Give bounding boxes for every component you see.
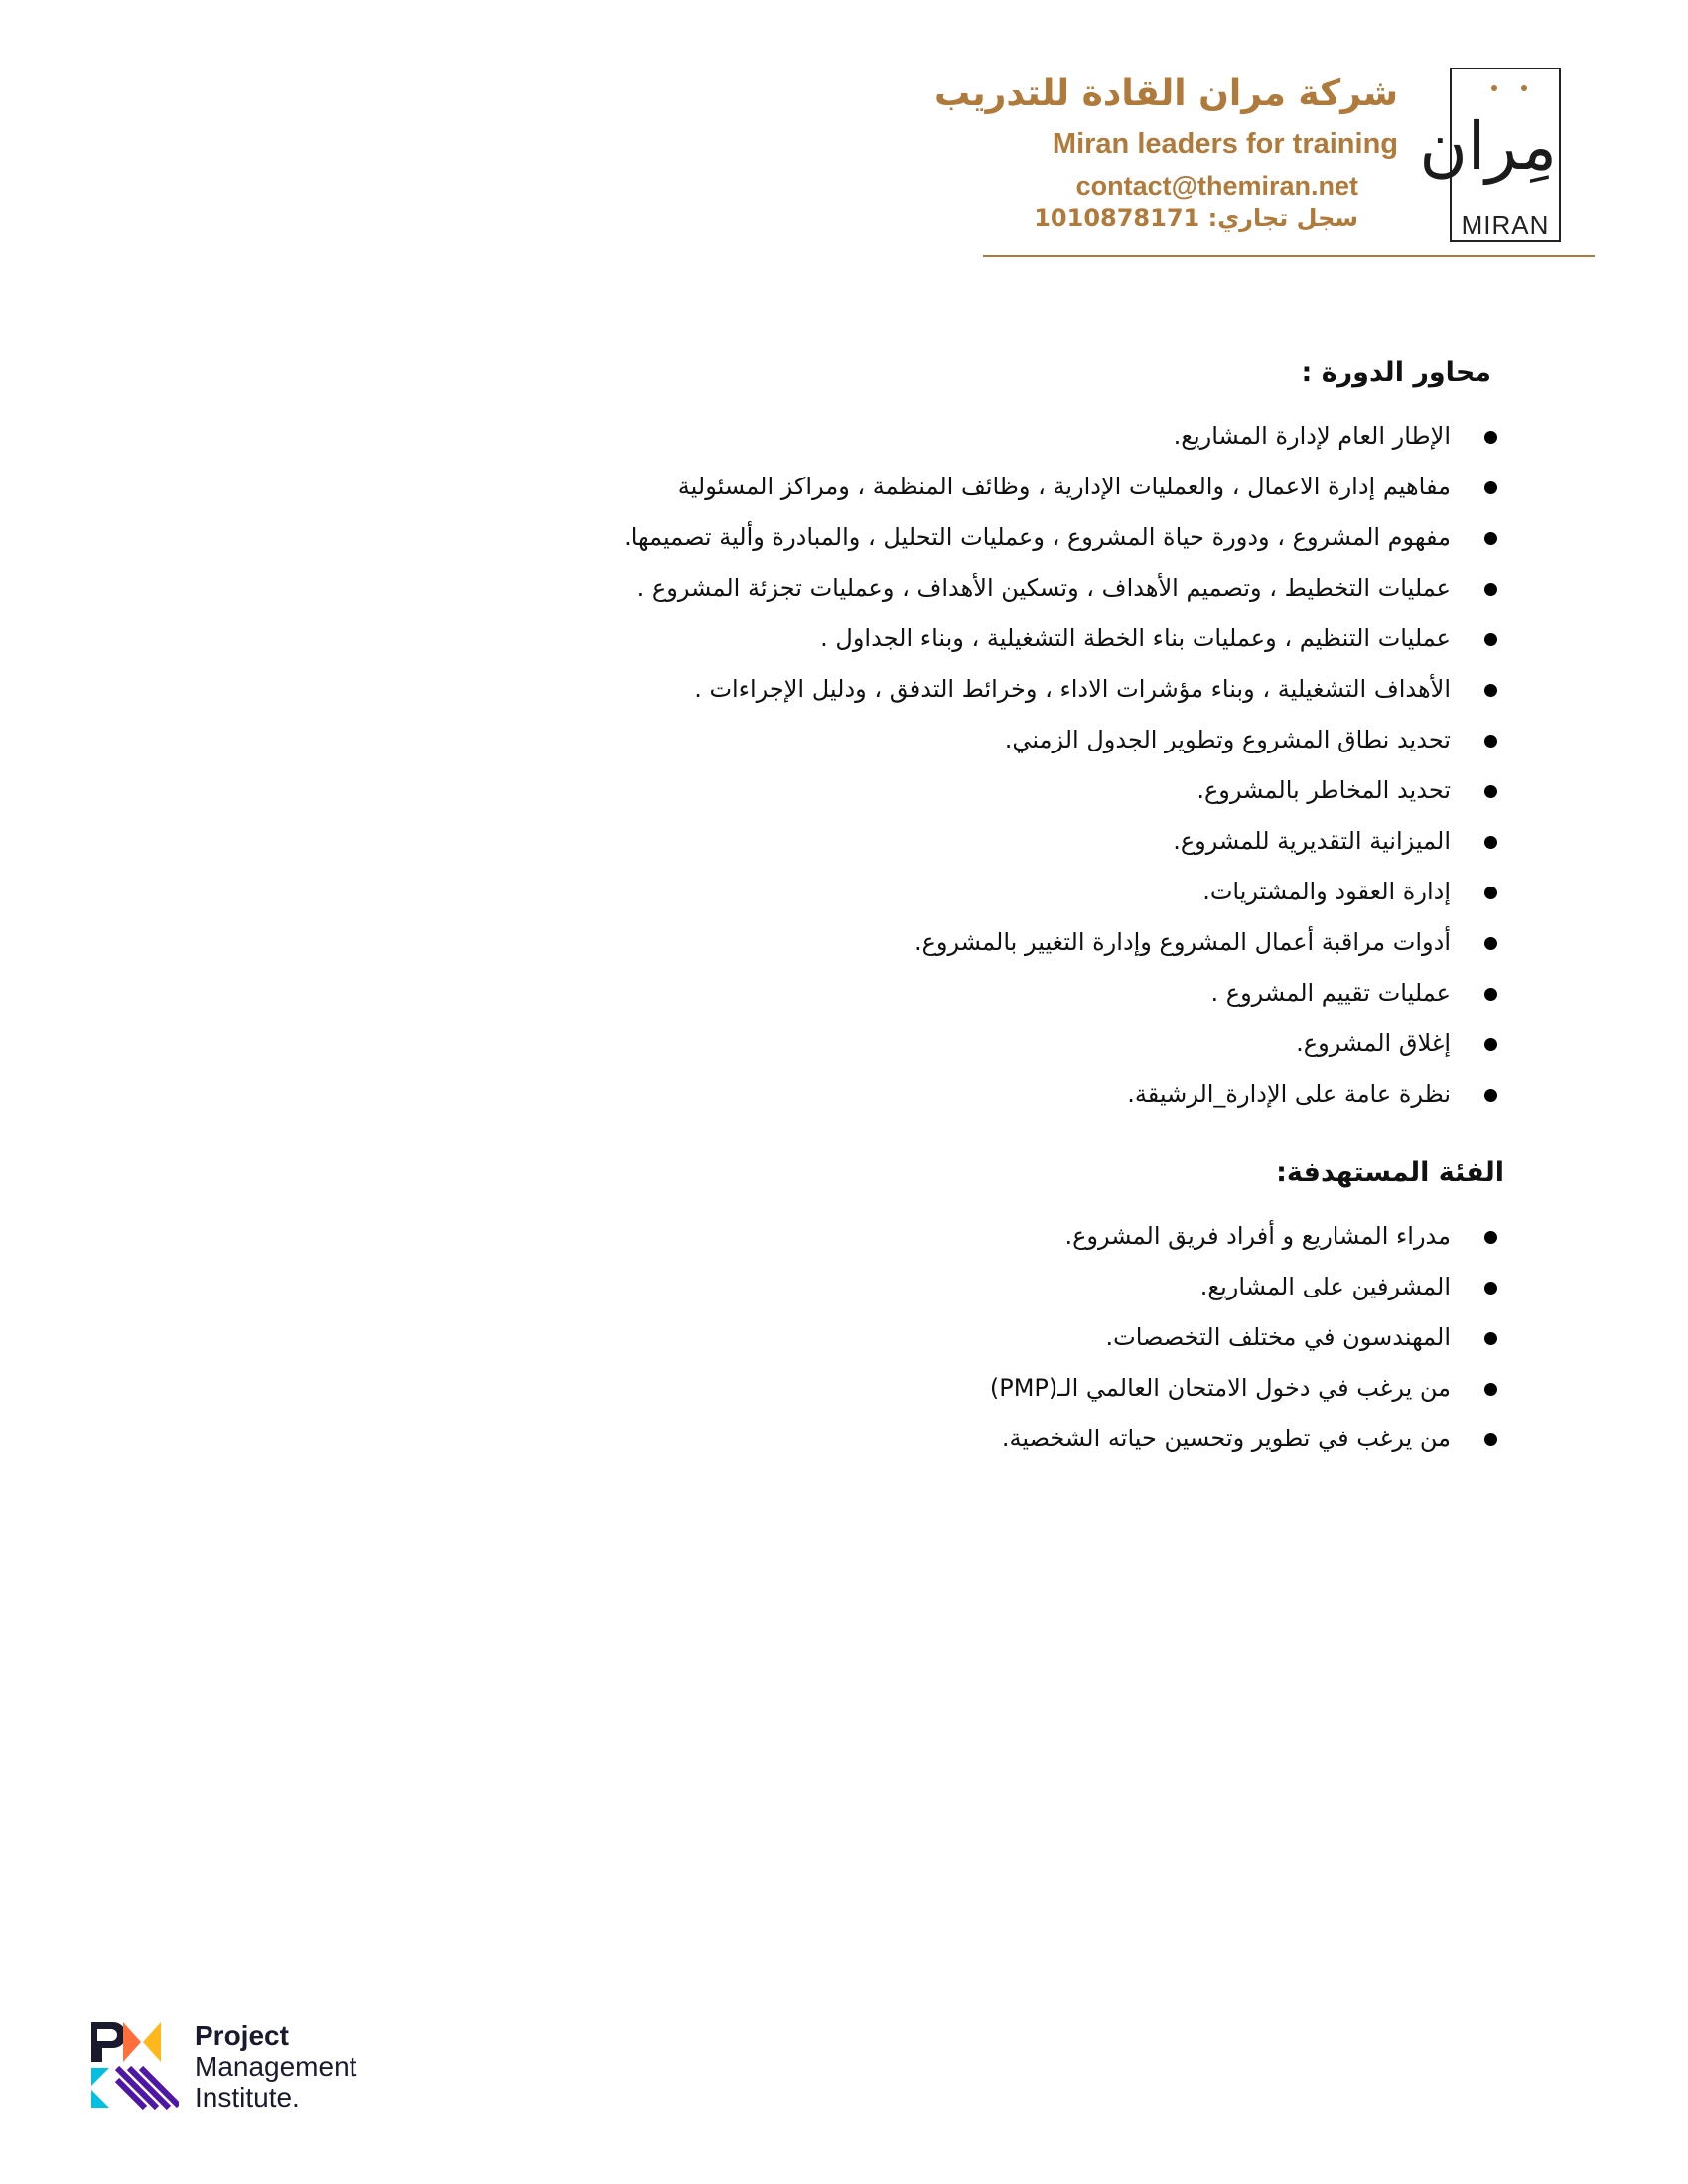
pmi-wordmark-line2: Management: [195, 2051, 357, 2082]
list-item-text: تحديد نطاق المشروع وتطوير الجدول الزمني.: [1004, 726, 1451, 753]
list-item: [624, 563, 1499, 614]
list-item: [990, 1363, 1499, 1414]
list-item-text: المشرفين على المشاريع.: [1199, 1273, 1451, 1300]
bullet-icon: [1484, 1089, 1497, 1102]
bullet-icon: [1484, 431, 1497, 444]
bullet-icon: [1484, 1282, 1497, 1295]
list-item-text: المهندسون في مختلف التخصصات.: [1105, 1323, 1451, 1351]
company-email[interactable]: contact@themiran.net: [1075, 171, 1358, 201]
bullet-icon: [1484, 836, 1497, 849]
company-name-english: Miran leaders for training: [1052, 128, 1398, 160]
list-item-text: الإطار العام لإدارة المشاريع.: [1173, 422, 1451, 450]
miran-logo: [1419, 68, 1561, 242]
logo-wordmark: MIRAN: [1461, 210, 1550, 240]
bullet-icon: [1484, 1433, 1497, 1446]
target-audience-heading: الفئة المستهدفة:: [1276, 1158, 1504, 1188]
list-item-text: مفاهيم إدارة الاعمال ، والعمليات الإدارية ، وظائف المنظمة ، ومراكز المسئولية: [677, 473, 1451, 500]
list-item: [990, 1312, 1499, 1363]
course-axes-list: [624, 411, 1499, 1120]
list-item-text: عمليات تقييم المشروع .: [1210, 979, 1451, 1007]
list-item: [990, 1414, 1499, 1464]
list-item: [624, 512, 1499, 563]
bullet-icon: [1484, 1383, 1497, 1396]
bullet-icon: [1484, 735, 1497, 748]
bullet-icon: [1484, 481, 1497, 494]
bullet-icon: [1484, 583, 1497, 596]
list-item: [624, 1019, 1499, 1069]
bullet-icon: [1484, 785, 1497, 798]
list-item-text: عمليات التخطيط ، وتصميم الأهداف ، وتسكين الأهداف ، وعمليات تجزئة المشروع .: [636, 574, 1451, 602]
list-item-text: مدراء المشاريع و أفراد فريق المشروع.: [1064, 1222, 1451, 1250]
bullet-icon: [1484, 988, 1497, 1001]
list-item: [624, 715, 1499, 765]
pmi-mark-icon: [89, 2020, 179, 2110]
bullet-icon: [1484, 1038, 1497, 1051]
list-item-text: مفهوم المشروع ، ودورة حياة المشروع ، وعمليات التحليل ، والمبادرة وألية تصميمها.: [624, 523, 1451, 551]
pmi-logo: [89, 2020, 387, 2119]
list-item: [624, 664, 1499, 715]
list-item: [990, 1262, 1499, 1312]
pmi-wordmark-line3: Institute.: [195, 2082, 300, 2113]
list-item-text: إدارة العقود والمشتريات.: [1202, 878, 1451, 905]
bullet-icon: [1484, 1231, 1497, 1244]
list-item-text: أدوات مراقبة أعمال المشروع وإدارة التغيير بالمشروع.: [914, 928, 1451, 956]
list-item: [624, 614, 1499, 664]
course-axes-heading: محاور الدورة :: [1301, 357, 1491, 388]
bullet-icon: [1484, 1332, 1497, 1345]
list-item-text: من يرغب في دخول الامتحان العالمي الـ(PMP): [989, 1374, 1451, 1402]
bullet-icon: [1484, 532, 1497, 545]
list-item: [624, 462, 1499, 512]
list-item: [624, 917, 1499, 968]
list-item: [624, 411, 1499, 462]
list-item-text: الأهداف التشغيلية ، وبناء مؤشرات الاداء ، وخرائط التدفق ، ودليل الإجراءات .: [694, 675, 1451, 703]
list-item: [990, 1211, 1499, 1262]
company-name-arabic: شركة مران القادة للتدريب: [934, 73, 1398, 114]
bullet-icon: [1484, 633, 1497, 646]
list-item-text: تحديد المخاطر بالمشروع.: [1196, 776, 1451, 804]
list-item-text: الميزانية التقديرية للمشروع.: [1173, 827, 1451, 855]
logo-calligraphy: مِران: [1419, 108, 1557, 185]
pmi-wordmark-line1: Project: [195, 2020, 289, 2051]
list-item: [624, 816, 1499, 867]
list-item-text: من يرغب في تطوير وتحسين حياته الشخصية.: [1001, 1425, 1451, 1452]
bullet-icon: [1484, 937, 1497, 950]
list-item: [624, 1069, 1499, 1120]
bullet-icon: [1484, 887, 1497, 899]
list-item-text: إغلاق المشروع.: [1296, 1029, 1451, 1057]
list-item-text: عمليات التنظيم ، وعمليات بناء الخطة التشغيلية ، وبناء الجداول .: [820, 624, 1451, 652]
header-divider: [983, 255, 1595, 257]
list-item: [624, 867, 1499, 917]
list-item-text: نظرة عامة على الإدارة_الرشيقة.: [1127, 1080, 1451, 1108]
commercial-registration: سجل تجاري: 1010878171: [1034, 205, 1358, 232]
bullet-icon: [1484, 684, 1497, 697]
list-item: [624, 968, 1499, 1019]
list-item: [624, 765, 1499, 816]
target-audience-list: [990, 1211, 1499, 1464]
